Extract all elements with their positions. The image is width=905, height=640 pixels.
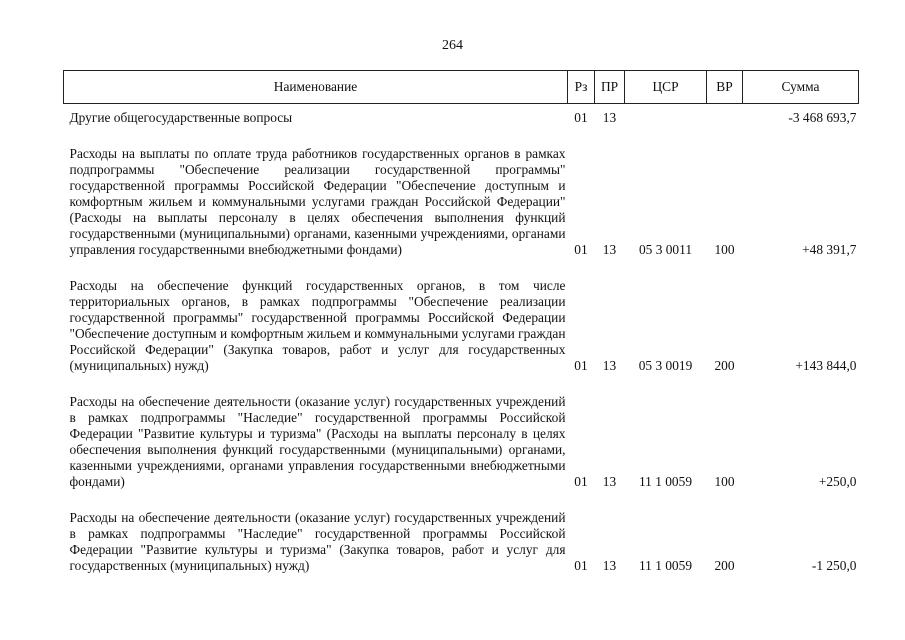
row-pr: 13: [602, 558, 617, 573]
row-name: Расходы на выплаты по оплате труда работников государственных органов в рамках подпрограммы "Обеспечение реализации государственной программы" государственной программы Российской Федерации "Обеспечение доступным и комфортным жильем и коммунальными услугами граждан Российской Федерации" (Расходы на выплаты персоналу в целях обеспечения выполнения функций государственными (муниципальными) органами, казенными учреждениями, органами управления государственными внебюджетными фондами): [69, 146, 566, 257]
row-sum: +143 844,0: [795, 358, 857, 373]
row-name: Расходы на обеспечение функций государственных органов, в том числе территориальных органов, в рамках подпрограммы "Обеспечение реализации государственной программы" государственной программы Российской Федерации "Обеспечение доступным и комфортным жильем и коммунальными услугами граждан Российской Федерации" (Закупка товаров, работ и услуг для государственных (муниципальных) нужд): [69, 278, 566, 373]
row-rz: 01: [574, 110, 588, 125]
row-name: Другие общегосударственные вопросы: [69, 110, 293, 125]
row-csr: 11 1 0059: [638, 558, 693, 573]
row-csr: 05 3 0019: [638, 358, 693, 373]
row-csr: [625, 104, 707, 127]
row-rz: 01: [574, 242, 588, 257]
row-vr: 200: [714, 358, 735, 373]
row-vr: 100: [714, 242, 735, 257]
row-sum: +48 391,7: [802, 242, 857, 257]
table-row: [64, 374, 859, 490]
row-sum: -3 468 693,7: [788, 110, 857, 125]
row-vr: 100: [714, 474, 735, 489]
budget-table: [63, 70, 859, 574]
header-pr: ПР: [595, 71, 625, 104]
row-vr: [707, 104, 743, 127]
header-sum: Сумма: [743, 71, 859, 104]
row-sum: -1 250,0: [811, 558, 857, 573]
row-pr: 13: [602, 474, 617, 489]
row-rz: 01: [574, 358, 588, 373]
header-vr: ВР: [707, 71, 743, 104]
row-pr: 13: [602, 242, 617, 257]
row-pr: 13: [602, 358, 617, 373]
page-number: 264: [442, 38, 463, 53]
table-row: [64, 490, 859, 574]
table-row: [64, 104, 859, 127]
table-row: [64, 258, 859, 374]
table-header-row: [64, 71, 859, 104]
row-csr: 11 1 0059: [638, 474, 693, 489]
row-vr: 200: [714, 558, 735, 573]
row-pr: 13: [602, 110, 617, 125]
header-csr: ЦСР: [625, 71, 707, 104]
row-sum: +250,0: [818, 474, 857, 489]
row-csr: 05 3 0011: [638, 242, 693, 257]
header-name: Наименование: [64, 71, 568, 104]
row-name: Расходы на обеспечение деятельности (оказание услуг) государственных учреждений в рамках подпрограммы "Наследие" государственной программы Российской Федерации "Развитие культуры и туризма" (Расходы на выплаты персоналу в целях обеспечения выполнения функций государственными (муниципальными) органами, казенными учреждениями, органами управления государственными внебюджетными фондами): [69, 394, 566, 489]
row-rz: 01: [574, 474, 588, 489]
row-name: Расходы на обеспечение деятельности (оказание услуг) государственных учреждений в рамках подпрограммы "Наследие" государственной программы Российской Федерации "Развитие культуры и туризма" (Закупка товаров, работ и услуг для государственных (муниципальных) нужд): [69, 510, 566, 573]
header-rz: Рз: [568, 71, 595, 104]
table-row: [64, 126, 859, 258]
row-rz: 01: [574, 558, 588, 573]
